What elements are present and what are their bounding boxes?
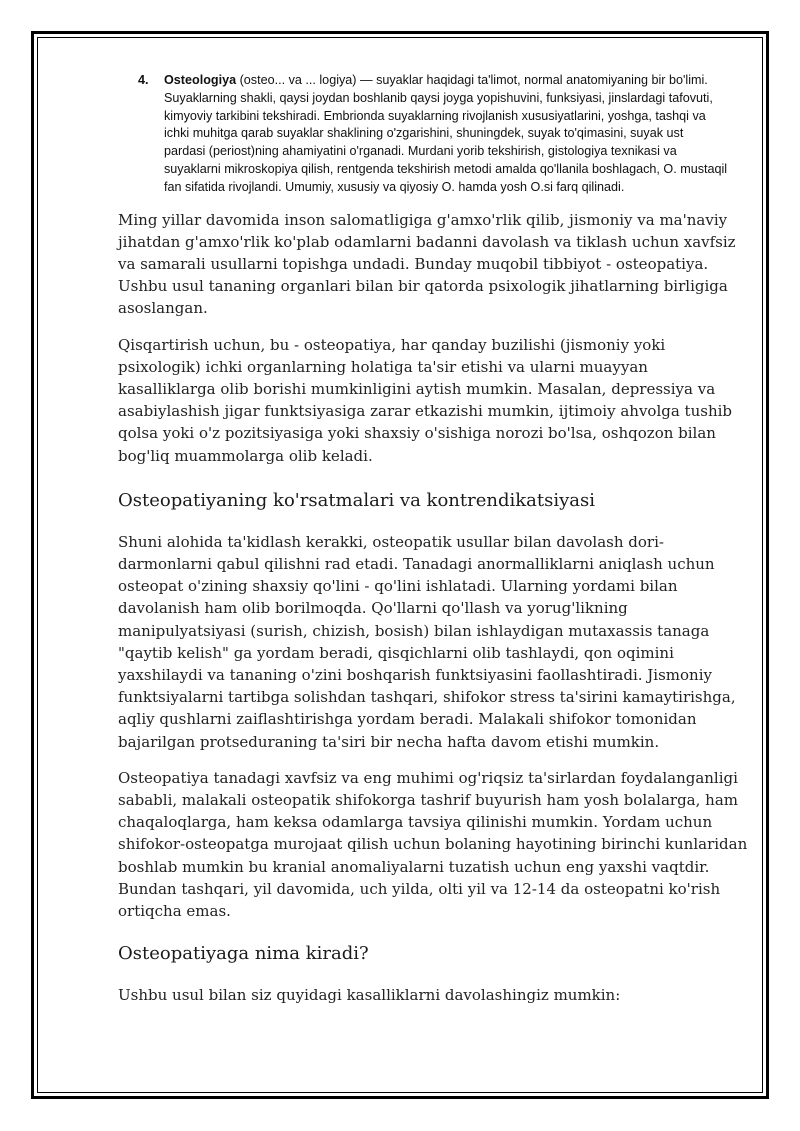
paragraph-treatment: Shuni alohida ta'kidlash kerakki, osteopatik usullar bilan davolash dori-darmonlarni qabul qilishni rad etadi. Tanadagi anormalliklarni aniqlash uchun osteopat o'zining shaxsiy qo'lini - qo'lini ishlatadi. Ularning yordami bilan davolanish ham olib borilmoqda. Qo'llarni qo'llash va yorug'likning manipulyatsiyasi (surish, chizish, bosish) bilan ishlaydigan mutaxassis tanaga "qaytib kelish" ga yordam beradi, qisqichlarni olib tashlaydi, qon oqimini yaxshilaydi va tananing o'zini boshqarish funktsiyasini faollashtiradi. Jismoniy funktsiyalarni tartibga solishdan tashqari, shifokor stress ta'sirini kamaytirishga, aqliy qushlarni zaiflashtirishga yordam beradi. Malakali shifokor tomonidan bajarilgan protseduraning ta'siri bir necha hafta davom etishi mumkin. — [118, 532, 736, 751]
paragraph-summary: Qisqartirish uchun, bu - osteopatiya, har qanday buzilishi (jismoniy yoki psixologik) ichki organlarning holatiga ta'sir etishi va ularni muayyan kasalliklarga olib borishi mumkinligini aytish mumkin. Masalan, depressiya va asabiylashish jigar funktsiyasiga zarar etkazishi mumkin, ijtimoiy ahvolga tushib qolsa yoki o'z pozitsiyasiga yoki shaxsiy o'sishiga norozi bo'lsa, oshqozon bilan bog'liq muammolarga olib keladi. — [118, 335, 733, 465]
term-osteologiya: Osteologiya — [164, 73, 237, 87]
document-content — [118, 72, 748, 1006]
paragraph-conditions-intro: Ushbu usul bilan siz quyidagi kasalliklarni davolashingiz mumkin: — [118, 986, 621, 1005]
numbered-list-item — [138, 72, 728, 197]
term-definition: (osteo... va ... logiya) — suyaklar haqidagi ta'limot, normal anatomiyaning bir bo'limi. Suyaklarning shakli, qaysi joydan boshlanib qaysi joyga yopishuvini, funksiyasi, jinslardagi tafovuti, kimyoviy tarkibini tekshiradi. Embrionda suyaklarning rivojlanish xususiyatlarini, yoshga, tashqi va ichki muhitga qarab suyaklar shaklining o'zgarishini, shuningdek, suyak to'qimasini, suyak ust pardasi (periost)ning ahamiyatini o'rganadi. Murdani yorib tekshirish, gistologiya texnikasi va suyaklarni mikroskopiya qilish, rentgenda tekshirish metodi amalda qo'llanila boshlagach, O. mustaqil fan sifatida rivojlandi. Umumiy, xususiy va qiyosiy O. hamda yosh O.si farq qilinadi. — [164, 73, 728, 194]
list-text — [164, 72, 728, 197]
paragraph-intro: Ming yillar davomida inson salomatligiga g'amxo'rlik qilib, jismoniy va ma'naviy jihatdan g'amxo'rlik ko'plab odamlarni badanni davolash va tiklash uchun xavfsiz va samarali usullarni topishga undadi. Bunday muqobil tibbiyot - osteopatiya. Ushbu usul tananing organlari bilan bir qatorda psixologik jihatlarning birligiga asoslangan. — [118, 210, 736, 318]
heading-indications: Osteopatiyaning ko'rsatmalari va kontrendikatsiyasi — [118, 489, 595, 511]
paragraph-safety: Osteopatiya tanadagi xavfsiz va eng muhimi og'riqsiz ta'sirlardan foydalanganligi sababli, malakali osteopatik shifokorga tashrif buyurish ham yosh bolalarga, ham chaqaloqlarga, ham keksa odamlarga tavsiya qilinishi mumkin. Yordam uchun shifokor-osteopatga murojaat qilish uchun bolaning hayotining birinchi kunlaridan boshlab mumkin bu kranial anomaliyalarni tuzatish uchun eng yaxshi vaqtdir. Bundan tashqari, yil davomida, uch yilda, olti yil va 12-14 da osteopatni ko'rish ortiqcha emas. — [118, 768, 748, 921]
list-number: 4. — [138, 73, 149, 87]
heading-what-included: Osteopatiyaga nima kiradi? — [118, 943, 369, 965]
